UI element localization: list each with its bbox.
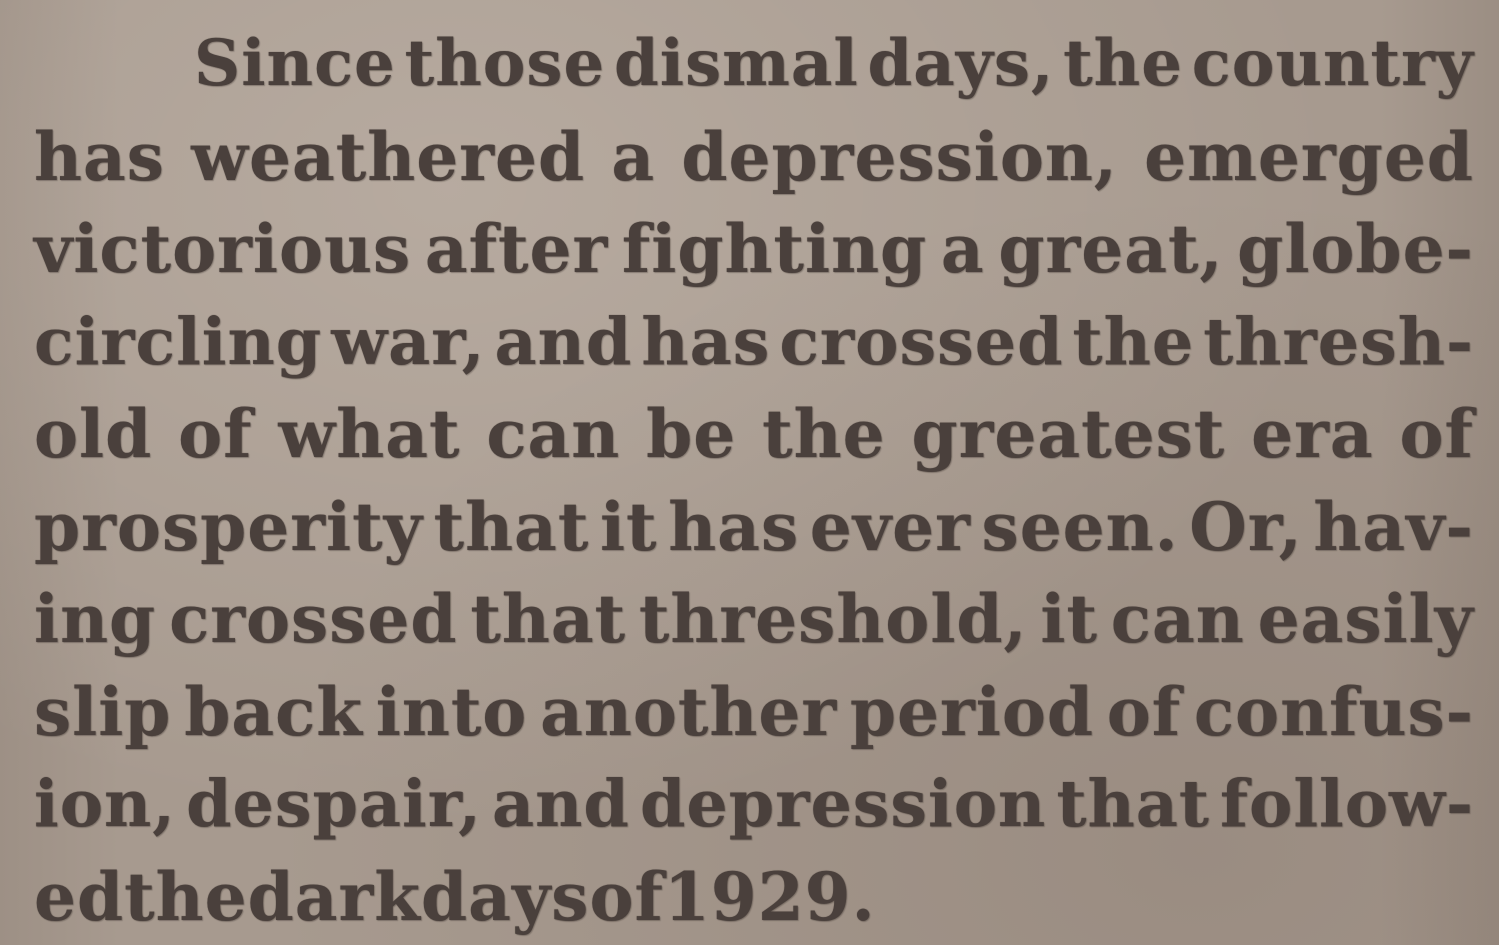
- word: be: [646, 395, 737, 473]
- word: depression,: [681, 117, 1118, 196]
- word: old: [34, 395, 153, 473]
- word: of: [178, 395, 253, 473]
- word: what: [278, 395, 461, 473]
- word: ing: [34, 580, 157, 658]
- text-line: [34, 111, 1474, 204]
- text-line: [34, 666, 1474, 759]
- word: period: [849, 672, 1094, 751]
- word: slip: [34, 672, 172, 751]
- word: seen.: [981, 487, 1179, 566]
- word: can: [1110, 580, 1245, 658]
- word: war,: [331, 303, 486, 380]
- word: greatest: [911, 395, 1226, 473]
- text-line: [34, 203, 1474, 296]
- word: the: [1063, 26, 1183, 101]
- word: emerged: [1144, 117, 1474, 196]
- word: back: [184, 672, 364, 751]
- text-line: [34, 573, 1474, 666]
- word: circling: [34, 303, 323, 380]
- text-line: [34, 481, 1474, 574]
- word: fighting: [621, 210, 928, 288]
- word: dark: [247, 857, 422, 936]
- word: ed: [34, 857, 125, 936]
- word: has: [641, 303, 771, 380]
- word: of: [589, 857, 664, 936]
- text-line: [34, 296, 1474, 389]
- word: ion,: [34, 766, 176, 842]
- text-line: [34, 851, 1474, 944]
- word: ever: [809, 487, 971, 566]
- word: that: [433, 487, 590, 566]
- word: hav-: [1313, 487, 1474, 566]
- word: threshold,: [638, 580, 1028, 658]
- article-paragraph: [34, 18, 1474, 943]
- word: victorious: [34, 210, 412, 288]
- word: 1929.: [663, 857, 876, 936]
- word: great,: [998, 210, 1224, 288]
- word: it: [1040, 580, 1098, 658]
- word: the: [762, 395, 886, 473]
- word: a: [611, 117, 656, 196]
- word: days: [421, 857, 590, 936]
- text-line: [34, 388, 1474, 481]
- word: era: [1251, 395, 1374, 473]
- word: globe-: [1237, 210, 1474, 288]
- word: after: [424, 210, 609, 288]
- word: Since: [194, 26, 396, 101]
- word: easily: [1257, 580, 1474, 658]
- word: can: [486, 395, 621, 473]
- word: that: [470, 580, 627, 658]
- word: those: [404, 26, 606, 101]
- word: the: [1072, 303, 1195, 380]
- word: prosperity: [34, 487, 423, 566]
- word: weathered: [191, 117, 586, 196]
- word: country: [1191, 26, 1474, 101]
- word: has: [34, 117, 165, 196]
- word: the: [124, 857, 248, 936]
- word: has: [668, 487, 800, 566]
- word: despair,: [186, 766, 482, 842]
- word: of: [1106, 672, 1182, 751]
- word: into: [375, 672, 528, 751]
- word: a: [940, 210, 985, 288]
- word: confus-: [1193, 672, 1474, 751]
- word: crossed: [779, 303, 1064, 380]
- word: depression: [639, 766, 1047, 842]
- word: follow-: [1220, 766, 1474, 842]
- word: dismal: [614, 26, 859, 101]
- text-line: [34, 18, 1474, 111]
- word: Or,: [1189, 487, 1303, 566]
- word: another: [540, 672, 838, 751]
- word: and: [494, 303, 633, 380]
- word: crossed: [169, 580, 458, 658]
- text-line: [34, 758, 1474, 851]
- word: of: [1399, 395, 1474, 473]
- word: that: [1056, 766, 1210, 842]
- word: thresh-: [1203, 303, 1474, 380]
- word: it: [599, 487, 658, 566]
- word: and: [492, 766, 630, 842]
- word: days,: [867, 26, 1055, 101]
